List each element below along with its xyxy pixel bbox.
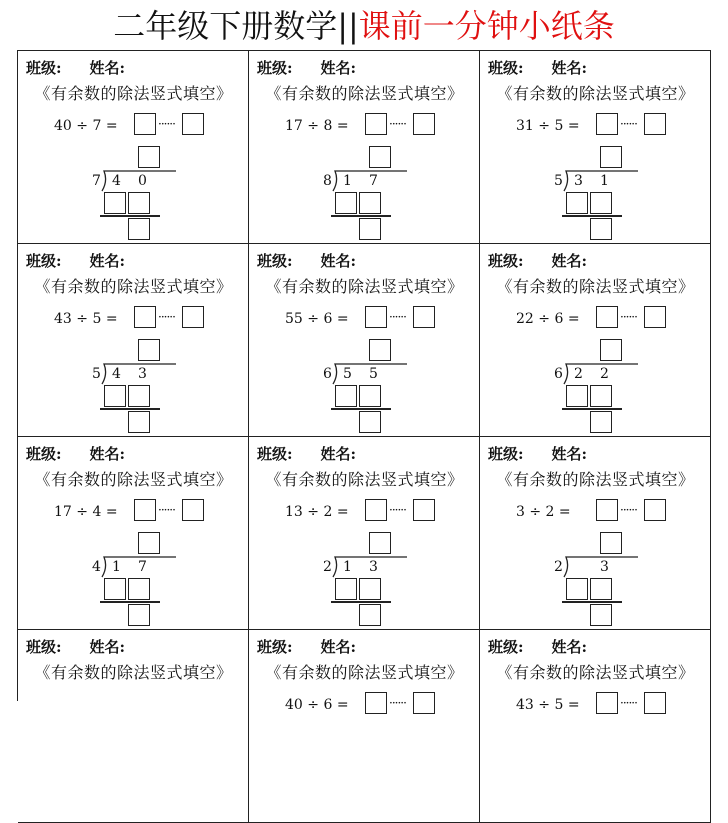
divisor: 8 xyxy=(323,173,332,189)
student-info xyxy=(257,250,356,271)
card-subtitle: 《有余数的除法竖式填空》 xyxy=(496,663,695,682)
dividend-tens: 3 xyxy=(574,173,583,189)
class-label: 班级: xyxy=(488,59,524,77)
card-subtitle: 《有余数的除法竖式填空》 xyxy=(34,470,233,489)
student-info xyxy=(257,57,356,78)
dividend-tens: 4 xyxy=(112,366,121,382)
remainder-result-box[interactable] xyxy=(128,411,150,433)
quotient-box[interactable] xyxy=(134,113,156,135)
vertical-quotient-box[interactable] xyxy=(600,146,622,168)
remainder-result-box[interactable] xyxy=(590,411,612,433)
name-label: 姓名: xyxy=(320,59,357,77)
product-ones-box[interactable] xyxy=(128,192,150,214)
name-label: 姓名: xyxy=(89,252,126,270)
worksheet-card xyxy=(480,437,711,630)
dividend-ones: 3 xyxy=(600,559,609,575)
dividend-ones: 7 xyxy=(369,173,378,189)
product-tens-box[interactable] xyxy=(335,385,357,407)
vertical-quotient-box[interactable] xyxy=(369,532,391,554)
quotient-box[interactable] xyxy=(365,692,387,714)
subtraction-line xyxy=(331,601,391,603)
remainder-box[interactable] xyxy=(413,306,435,328)
divisor: 6 xyxy=(554,366,563,382)
dividend-ones: 1 xyxy=(600,173,609,189)
remainder-result-box[interactable] xyxy=(359,218,381,240)
worksheet-card xyxy=(480,51,711,244)
remainder-box[interactable] xyxy=(182,113,204,135)
divisor: 6 xyxy=(323,366,332,382)
remainder-dots: ······ xyxy=(620,117,637,131)
remainder-dots: ······ xyxy=(620,503,637,517)
remainder-box[interactable] xyxy=(644,499,666,521)
quotient-box[interactable] xyxy=(596,306,618,328)
student-info xyxy=(257,636,356,657)
remainder-result-box[interactable] xyxy=(359,604,381,626)
quotient-box[interactable] xyxy=(365,306,387,328)
subtraction-line xyxy=(562,601,622,603)
product-tens-box[interactable] xyxy=(566,192,588,214)
divisor: 5 xyxy=(92,366,101,382)
division-expression: 22 ÷ 6 = xyxy=(516,311,580,327)
name-label: 姓名: xyxy=(89,638,126,656)
subtraction-line xyxy=(100,215,160,217)
dividend-ones: 7 xyxy=(138,559,147,575)
divisor: 2 xyxy=(554,559,563,575)
remainder-box[interactable] xyxy=(644,692,666,714)
remainder-box[interactable] xyxy=(182,499,204,521)
student-info xyxy=(488,250,587,271)
division-expression: 13 ÷ 2 = xyxy=(285,504,349,520)
remainder-result-box[interactable] xyxy=(128,218,150,240)
product-tens-box[interactable] xyxy=(104,385,126,407)
quotient-box[interactable] xyxy=(596,692,618,714)
remainder-result-box[interactable] xyxy=(128,604,150,626)
subtraction-line xyxy=(100,601,160,603)
class-label: 班级: xyxy=(488,252,524,270)
product-ones-box[interactable] xyxy=(590,578,612,600)
name-label: 姓名: xyxy=(551,445,588,463)
student-info xyxy=(26,636,125,657)
vertical-quotient-box[interactable] xyxy=(600,532,622,554)
class-label: 班级: xyxy=(26,638,62,656)
dividend-ones: 0 xyxy=(138,173,147,189)
card-subtitle: 《有余数的除法竖式填空》 xyxy=(34,277,233,296)
quotient-box[interactable] xyxy=(365,113,387,135)
student-info xyxy=(488,636,587,657)
remainder-box[interactable] xyxy=(644,306,666,328)
remainder-box[interactable] xyxy=(413,692,435,714)
vertical-quotient-box[interactable] xyxy=(138,532,160,554)
dividend-ones: 3 xyxy=(138,366,147,382)
worksheet-card xyxy=(480,244,711,437)
class-label: 班级: xyxy=(26,59,62,77)
header-subtitle: 课前一分钟小纸条 xyxy=(358,7,615,45)
worksheet-card xyxy=(249,437,480,630)
remainder-dots: ······ xyxy=(389,310,406,324)
student-info xyxy=(26,250,125,271)
name-label: 姓名: xyxy=(320,638,357,656)
product-ones-box[interactable] xyxy=(359,192,381,214)
product-ones-box[interactable] xyxy=(128,385,150,407)
worksheet-card xyxy=(480,630,711,823)
remainder-box[interactable] xyxy=(182,306,204,328)
name-label: 姓名: xyxy=(320,252,357,270)
vertical-quotient-box[interactable] xyxy=(600,339,622,361)
class-label: 班级: xyxy=(26,445,62,463)
quotient-box[interactable] xyxy=(134,306,156,328)
remainder-dots: ······ xyxy=(620,696,637,710)
dividend-tens: 1 xyxy=(343,559,352,575)
worksheet-card xyxy=(249,244,480,437)
division-expression: 3 ÷ 2 = xyxy=(516,504,571,520)
dividend-ones: 3 xyxy=(369,559,378,575)
product-tens-box[interactable] xyxy=(104,578,126,600)
product-tens-box[interactable] xyxy=(566,385,588,407)
worksheet-card xyxy=(249,630,480,823)
name-label: 姓名: xyxy=(320,445,357,463)
remainder-box[interactable] xyxy=(413,499,435,521)
division-expression: 17 ÷ 8 = xyxy=(285,118,349,134)
card-subtitle: 《有余数的除法竖式填空》 xyxy=(265,84,464,103)
worksheet-grid xyxy=(17,50,711,713)
quotient-box[interactable] xyxy=(134,499,156,521)
dividend-tens: 1 xyxy=(343,173,352,189)
divisor: 7 xyxy=(92,173,101,189)
worksheet-card xyxy=(18,244,249,437)
card-subtitle: 《有余数的除法竖式填空》 xyxy=(265,277,464,296)
card-subtitle: 《有余数的除法竖式填空》 xyxy=(496,277,695,296)
student-info xyxy=(26,57,125,78)
product-ones-box[interactable] xyxy=(590,385,612,407)
page-header xyxy=(0,0,728,50)
card-subtitle: 《有余数的除法竖式填空》 xyxy=(496,84,695,103)
product-ones-box[interactable] xyxy=(590,192,612,214)
remainder-box[interactable] xyxy=(413,113,435,135)
card-subtitle: 《有余数的除法竖式填空》 xyxy=(34,663,233,682)
vertical-quotient-box[interactable] xyxy=(369,146,391,168)
name-label: 姓名: xyxy=(551,252,588,270)
remainder-result-box[interactable] xyxy=(590,604,612,626)
card-subtitle: 《有余数的除法竖式填空》 xyxy=(265,470,464,489)
dividend-ones: 2 xyxy=(600,366,609,382)
divisor: 5 xyxy=(554,173,563,189)
divisor: 2 xyxy=(323,559,332,575)
division-expression: 43 ÷ 5 = xyxy=(54,311,118,327)
vertical-quotient-box[interactable] xyxy=(369,339,391,361)
quotient-box[interactable] xyxy=(596,499,618,521)
remainder-box[interactable] xyxy=(644,113,666,135)
name-label: 姓名: xyxy=(89,445,126,463)
subtraction-line xyxy=(562,215,622,217)
name-label: 姓名: xyxy=(551,638,588,656)
class-label: 班级: xyxy=(488,445,524,463)
division-expression: 40 ÷ 7 = xyxy=(54,118,118,134)
card-subtitle: 《有余数的除法竖式填空》 xyxy=(496,470,695,489)
dividend-ones: 5 xyxy=(369,366,378,382)
remainder-dots: ······ xyxy=(389,503,406,517)
remainder-dots: ······ xyxy=(158,503,175,517)
subtraction-line xyxy=(331,408,391,410)
division-expression: 43 ÷ 5 = xyxy=(516,697,580,713)
remainder-dots: ······ xyxy=(158,117,175,131)
dividend-tens: 2 xyxy=(574,366,583,382)
division-expression: 31 ÷ 5 = xyxy=(516,118,580,134)
name-label: 姓名: xyxy=(551,59,588,77)
remainder-result-box[interactable] xyxy=(359,411,381,433)
card-subtitle: 《有余数的除法竖式填空》 xyxy=(265,663,464,682)
remainder-result-box[interactable] xyxy=(590,218,612,240)
dividend-tens: 5 xyxy=(343,366,352,382)
class-label: 班级: xyxy=(257,59,293,77)
header-title: 二年级下册数学|| xyxy=(113,7,359,45)
student-info xyxy=(488,57,587,78)
subtraction-line xyxy=(331,215,391,217)
quotient-box[interactable] xyxy=(596,113,618,135)
vertical-quotient-box[interactable] xyxy=(138,146,160,168)
worksheet-card xyxy=(18,630,249,823)
product-tens-box[interactable] xyxy=(335,578,357,600)
worksheet-card xyxy=(249,51,480,244)
remainder-dots: ······ xyxy=(620,310,637,324)
worksheet-card xyxy=(18,437,249,630)
subtraction-line xyxy=(562,408,622,410)
quotient-box[interactable] xyxy=(365,499,387,521)
division-expression: 55 ÷ 6 = xyxy=(285,311,349,327)
divisor: 4 xyxy=(92,559,101,575)
subtraction-line xyxy=(100,408,160,410)
product-tens-box[interactable] xyxy=(335,192,357,214)
student-info xyxy=(26,443,125,464)
product-tens-box[interactable] xyxy=(104,192,126,214)
student-info xyxy=(257,443,356,464)
class-label: 班级: xyxy=(257,638,293,656)
vertical-quotient-box[interactable] xyxy=(138,339,160,361)
dividend-tens: 1 xyxy=(112,559,121,575)
product-ones-box[interactable] xyxy=(128,578,150,600)
remainder-dots: ······ xyxy=(158,310,175,324)
worksheet-card xyxy=(18,51,249,244)
class-label: 班级: xyxy=(257,445,293,463)
dividend-tens: 4 xyxy=(112,173,121,189)
class-label: 班级: xyxy=(257,252,293,270)
division-expression: 40 ÷ 6 = xyxy=(285,697,349,713)
remainder-dots: ······ xyxy=(389,117,406,131)
product-tens-box[interactable] xyxy=(566,578,588,600)
name-label: 姓名: xyxy=(89,59,126,77)
student-info xyxy=(488,443,587,464)
division-expression: 17 ÷ 4 = xyxy=(54,504,118,520)
product-ones-box[interactable] xyxy=(359,385,381,407)
remainder-dots: ······ xyxy=(389,696,406,710)
product-ones-box[interactable] xyxy=(359,578,381,600)
class-label: 班级: xyxy=(488,638,524,656)
card-subtitle: 《有余数的除法竖式填空》 xyxy=(34,84,233,103)
class-label: 班级: xyxy=(26,252,62,270)
